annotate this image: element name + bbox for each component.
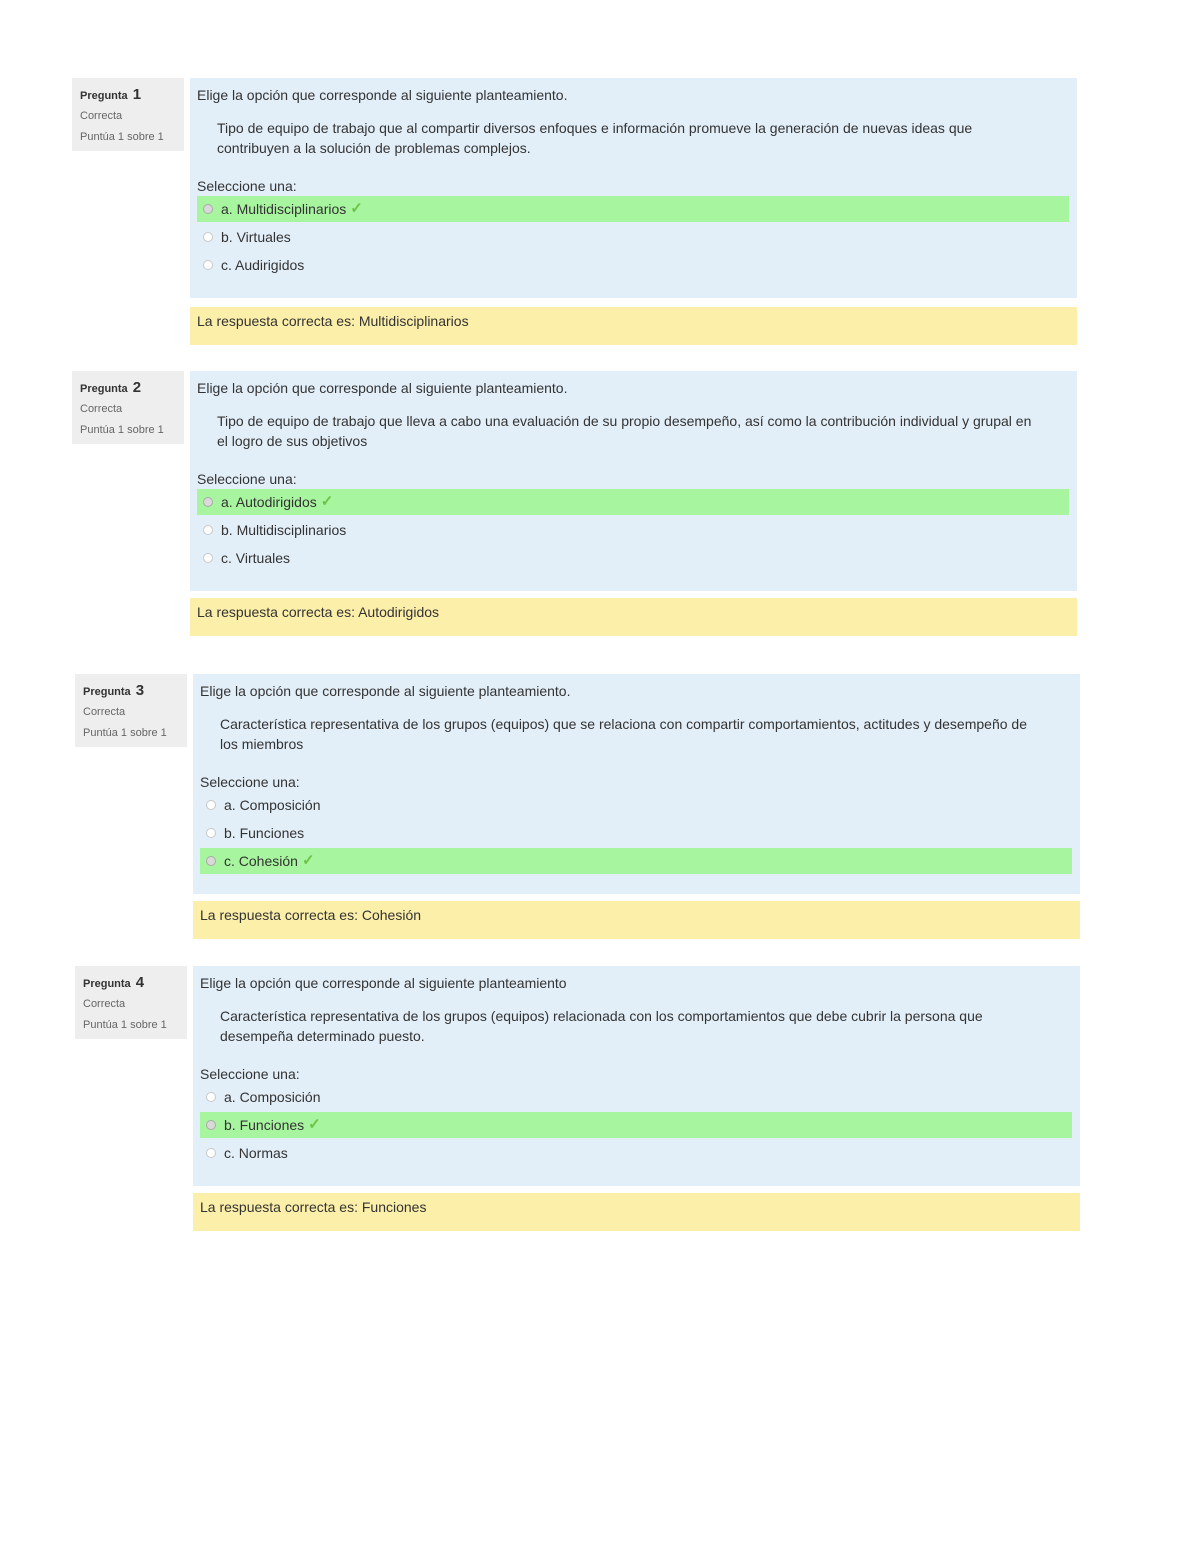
question-content <box>193 966 1080 1186</box>
question-intro: Elige la opción que corresponde al siguiente planteamiento. <box>197 87 568 103</box>
option-label: b. Funciones <box>224 1117 305 1133</box>
answer-options <box>200 1084 1072 1166</box>
radio-icon[interactable] <box>206 828 216 838</box>
question-content <box>190 78 1077 298</box>
question-text: Característica representativa de los grupos (equipos) que se relaciona con compartir comportamientos, actitudes y desempeño de los miembros <box>220 716 1027 752</box>
feedback-box: La respuesta correcta es: Cohesión <box>193 901 1080 939</box>
checkmark-icon: ✓ <box>320 493 334 510</box>
option-label: b. Multidisciplinarios <box>221 522 347 538</box>
radio-icon[interactable] <box>206 800 216 810</box>
select-prompt: Seleccione una: <box>197 178 297 194</box>
question-content <box>193 674 1080 894</box>
question-label: Pregunta <box>80 90 128 102</box>
option-b[interactable] <box>200 1112 1072 1138</box>
radio-icon[interactable] <box>206 1148 216 1158</box>
question-info <box>72 371 184 444</box>
option-label: c. Virtuales <box>221 550 290 566</box>
question-info <box>75 674 187 747</box>
radio-icon[interactable] <box>203 260 213 270</box>
question-number: 1 <box>132 86 142 103</box>
question-label: Pregunta <box>80 383 128 395</box>
question-number: 3 <box>135 682 145 699</box>
question-content <box>190 371 1077 591</box>
question-text: Tipo de equipo de trabajo que al compartir diversos enfoques e información promueve la generación de nuevas ideas que contribuyen a la solución de problemas complejos. <box>217 120 973 156</box>
radio-icon[interactable] <box>206 1092 216 1102</box>
radio-icon[interactable] <box>203 204 213 214</box>
question-intro: Elige la opción que corresponde al siguiente planteamiento <box>200 975 567 991</box>
checkmark-icon: ✓ <box>308 1116 321 1133</box>
option-b[interactable] <box>197 224 1069 250</box>
option-label: c. Normas <box>224 1145 288 1161</box>
option-a[interactable] <box>200 1084 1072 1110</box>
question-grade: Puntúa 1 sobre 1 <box>80 424 164 436</box>
question-number: 2 <box>132 379 142 396</box>
option-label: a. Composición <box>224 1089 321 1105</box>
question-intro: Elige la opción que corresponde al siguiente planteamiento. <box>200 683 571 699</box>
answer-options <box>200 792 1072 874</box>
option-label: a. Multidisciplinarios <box>221 201 347 217</box>
question-grade: Puntúa 1 sobre 1 <box>83 727 167 739</box>
question-grade: Puntúa 1 sobre 1 <box>80 131 164 143</box>
option-label: a. Composición <box>224 797 321 813</box>
question-intro: Elige la opción que corresponde al siguiente planteamiento. <box>197 380 568 396</box>
question-text: Característica representativa de los grupos (equipos) relacionada con los comportamientos que debe cubrir la persona que desempeña determinado puesto. <box>220 1008 983 1044</box>
radio-icon[interactable] <box>203 497 213 507</box>
select-prompt: Seleccione una: <box>200 1066 300 1082</box>
option-c[interactable] <box>200 848 1072 874</box>
checkmark-icon: ✓ <box>350 200 363 217</box>
question-state: Correcta <box>83 998 126 1010</box>
option-b[interactable] <box>197 517 1069 543</box>
option-label: a. Autodirigidos <box>221 494 317 510</box>
question-state: Correcta <box>80 110 123 122</box>
feedback-box: La respuesta correcta es: Autodirigidos <box>190 598 1077 636</box>
select-prompt: Seleccione una: <box>200 774 300 790</box>
option-c[interactable] <box>197 252 1069 278</box>
question-number: 4 <box>135 974 145 991</box>
radio-icon[interactable] <box>203 232 213 242</box>
question-info <box>75 966 187 1039</box>
option-b[interactable] <box>200 820 1072 846</box>
question-grade: Puntúa 1 sobre 1 <box>83 1019 167 1031</box>
option-c[interactable] <box>197 545 1069 571</box>
radio-icon[interactable] <box>203 553 213 563</box>
option-a[interactable] <box>197 196 1069 222</box>
option-label: c. Cohesión <box>224 853 298 869</box>
question-state: Correcta <box>83 706 126 718</box>
option-a[interactable] <box>200 792 1072 818</box>
radio-icon[interactable] <box>206 856 216 866</box>
feedback-box: La respuesta correcta es: Funciones <box>193 1193 1080 1231</box>
option-label: c. Audirigidos <box>221 257 305 273</box>
answer-options <box>197 196 1069 278</box>
select-prompt: Seleccione una: <box>197 471 297 487</box>
answer-options <box>197 489 1069 571</box>
question-label: Pregunta <box>83 978 131 990</box>
radio-icon[interactable] <box>206 1120 216 1130</box>
checkmark-icon: ✓ <box>301 852 315 869</box>
feedback-box: La respuesta correcta es: Multidisciplinarios <box>190 307 1077 345</box>
option-label: b. Funciones <box>224 825 305 841</box>
question-label: Pregunta <box>83 686 131 698</box>
option-label: b. Virtuales <box>221 229 291 245</box>
question-text: Tipo de equipo de trabajo que lleva a cabo una evaluación de su propio desempeño, así como la contribución individual y grupal en el logro de sus objetivos <box>217 413 1032 449</box>
radio-icon[interactable] <box>203 525 213 535</box>
question-state: Correcta <box>80 403 123 415</box>
option-a[interactable] <box>197 489 1069 515</box>
option-c[interactable] <box>200 1140 1072 1166</box>
question-info <box>72 78 184 151</box>
